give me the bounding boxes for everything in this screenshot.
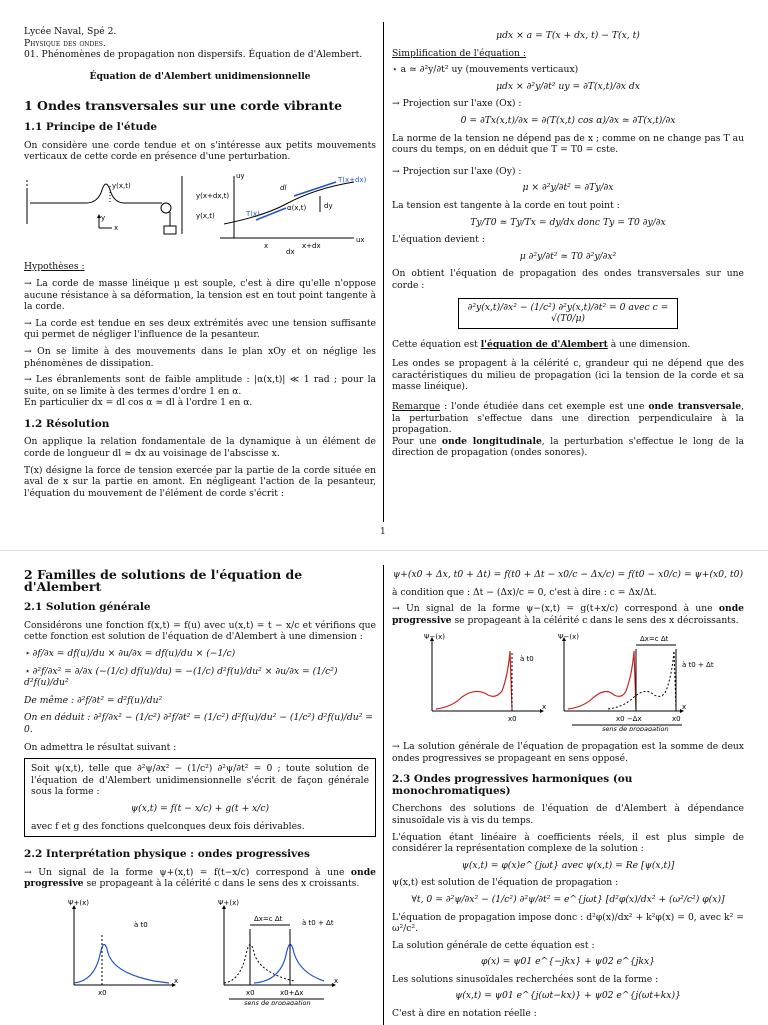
- fig-label-dy: dy: [324, 201, 333, 210]
- remark-2-b: onde longitudinale: [441, 435, 542, 447]
- progressive-wave-text: [24, 867, 376, 890]
- reg-a: → Un signal de la forme ψ−(x,t) = g(t+x/c) correspond à une: [392, 603, 719, 615]
- column-separator: [383, 22, 384, 522]
- fig2-label-psi: Ψ+(x): [68, 898, 89, 907]
- page2-left-column: [24, 565, 376, 1008]
- hypothesis-2: → La corde est tendue en ses deux extrémités avec une tension suffisante qui permet de négliger l'influence de la pesanteur.: [24, 317, 376, 341]
- box-equation: ψ(x,t) = f(t − x/c) + g(t + x/c): [130, 802, 270, 814]
- prog-b: onde progressive: [24, 866, 376, 890]
- tangent-text: La tension est tangente à la corde en tout point :: [392, 199, 620, 211]
- regressive-wave-text: [392, 603, 744, 626]
- fig2-label-dx: Δx=c Δt: [254, 914, 283, 923]
- page1-right-column: [392, 26, 744, 464]
- obtain-text: On obtient l'équation de propagation des ondes transversales sur une corde :: [392, 268, 744, 291]
- alembert-sentence: [392, 339, 744, 351]
- fig3-label-sens: sens de propagation: [602, 725, 669, 732]
- equation-6: μ ∂²y/∂t² ≃ T0 ∂²y/∂x²: [519, 250, 617, 262]
- document-header: [24, 26, 376, 61]
- fig-label-ux: ux: [356, 235, 365, 244]
- page2-right-column: [392, 565, 744, 1025]
- section-2-3-title: 2.3 Ondes progressives harmoniques (ou monochromatiques): [392, 773, 633, 797]
- harmonic-1: Cherchons des solutions de l'équation de d'Alembert à dépendance sinusoïdale vis à vis du temps.: [392, 803, 744, 826]
- sum-text: → La solution générale de l'équation de propagation est la somme de deux ondes progressives se propageant en sens opposé.: [392, 740, 744, 764]
- fig2-label-x0dx: x0+Δx: [280, 988, 304, 997]
- equation-5: Ty/T0 ≃ Ty/Tx = dy/dx donc Ty = T0 ∂y/∂x: [470, 216, 666, 228]
- fig2-label-x0-b: x0: [246, 988, 255, 997]
- page1-left-column: [24, 26, 376, 504]
- page-number: 1: [380, 527, 386, 537]
- reg-b: onde progressive: [392, 603, 744, 626]
- fig2-label-t0: à t0: [134, 920, 148, 929]
- complex-eq-1: ψ(x,t) = φ(x)e^{jωt} avec ψ(x,t) = Re [ψ(x,t)]: [461, 859, 675, 871]
- page-2: [0, 550, 768, 1025]
- projection-y-label: → Projection sur l'axe (Oy) :: [392, 165, 522, 177]
- hypothesis-1: → La corde de masse linéique μ est souple, c'est à dire qu'elle n'oppose aucune résistance à sa déformation, la tension est en tout point tangente à la corde.: [24, 277, 376, 313]
- equation-2: μdx × ∂²y/∂t² uy = ∂T(x,t)/∂x dx: [496, 80, 640, 92]
- admit-text: On admettra le résultat suivant :: [24, 741, 177, 753]
- remark-2-a: Pour une: [392, 435, 442, 447]
- harmonic-6: Les solutions sinusoïdales recherchées sont de la forme :: [392, 973, 659, 985]
- fig3-label-x0dx: x0 −Δx: [616, 715, 642, 724]
- fig-label-Tx: T(x): [246, 209, 260, 218]
- hypothesis-3: → On se limite à des mouvements dans le plan xOy et on néglige les phénomènes de dissipation.: [24, 345, 376, 369]
- harmonic-5: La solution générale de cette équation est :: [392, 939, 595, 951]
- fig2-label-x: x: [174, 976, 179, 985]
- equation-motion: μdx × a = T(x + dx, t) − T(x, t): [496, 30, 640, 41]
- fig3-label-dx: Δx=c Δt: [640, 635, 669, 644]
- equation-becomes-text: L'équation devient :: [392, 234, 485, 246]
- derivative-2: ⋆ ∂²f/∂x² = ∂/∂x (−(1/c) df(u)/du) = −(1/c) d²f(u)/du² × ∂u/∂x = (1/c²) d²f(u)/du²: [24, 665, 338, 689]
- fig-label-yxt: y(x,t): [112, 181, 131, 190]
- equation-3: 0 = ∂Tx(x,t)/∂x = ∂(T(x,t) cos α)/∂x ≃ ∂T(x,t)/∂x: [460, 114, 676, 126]
- hypotheses-label: Hypothèses :: [24, 261, 85, 273]
- general-solution-box: [24, 758, 376, 837]
- fig-label-yxt-2: y(x,t): [196, 211, 215, 220]
- reg-c: se propageant à la célérité c dans le sens des x décroissants.: [451, 614, 739, 626]
- progressive-wave-figure: [24, 895, 376, 1005]
- remark-1-b: onde transversale: [648, 401, 742, 413]
- projection-x-label: → Projection sur l'axe (Ox) :: [392, 98, 522, 110]
- alembert-post: à une dimension.: [607, 338, 691, 350]
- derivative-1: ⋆ ∂f/∂x = df(u)/du × ∂u/∂x = df(u)/du × (−1/c): [24, 647, 236, 659]
- derivative-3: De même : ∂²f/∂t² = d²f(u)/du²: [24, 694, 163, 706]
- fig-label-y: y: [101, 213, 106, 222]
- tension-norm-text: La norme de la tension ne dépend pas de x ; comme on ne change pas T au cours du temps, on en déduit que T = T0 = cste.: [392, 132, 744, 156]
- box-text-1: Soit ψ(x,t), telle que ∂²ψ/∂x² − (1/c²) ∂²ψ/∂t² = 0 ; toute solution de l'équation de d'Alembert unidimensionnelle s'écrit de façon générale sous la forme :: [31, 763, 369, 798]
- fig2-label-sens: sens de propagation: [244, 998, 311, 1005]
- fig3-label-x0: x0: [508, 715, 517, 724]
- celerity-text: Les ondes se propagent à la célérité c, grandeur qui ne dépend que des caractéristiques du milieu de propagation (ici la tension de la corde et sa masse linéique).: [392, 358, 744, 393]
- harmonic-4: L'équation de propagation impose donc : d²φ(x)/dx² + k²φ(x) = 0, avec k² = ω²/c².: [392, 911, 744, 935]
- fig3-label-t0dt: à t0 + Δt: [682, 661, 714, 670]
- fig2-label-t0dt: à t0 + Δt: [302, 918, 334, 927]
- deduction: On en déduit : ∂²f/∂x² − (1/c²) ∂²f/∂t² = (1/c²) d²f(u)/du² − (1/c²) d²f(u)/du² = 0.: [24, 712, 373, 735]
- remark-1-a: : l'onde étudiée dans cet exemple est une: [440, 401, 649, 413]
- fig-label-dl: dl: [280, 183, 287, 192]
- fig3-label-psi: Ψ−(x): [424, 633, 445, 642]
- simplification-label: Simplification de l'équation :: [392, 47, 526, 59]
- section-1-1-title: 1.1 Principe de l'étude: [24, 120, 158, 133]
- simplification-1: ⋆ a ≃ ∂²y/∂t² uy (mouvements verticaux): [392, 64, 579, 76]
- alembert-term: l'équation de d'Alembert: [480, 338, 608, 350]
- harmonic-2: L'équation étant linéaire à coefficients réels, il est plus simple de considérer la représentation complexe de la solution :: [392, 831, 744, 855]
- condition-text: à condition que : Δt − (Δx)/c = 0, c'est à dire : c = Δx/Δt.: [392, 586, 657, 598]
- alembert-pre: Cette équation est: [392, 338, 481, 350]
- equation-4: μ × ∂²y/∂t² = ∂Ty/∂x: [522, 182, 614, 194]
- resolution-2: T(x) désigne la force de tension exercée par la partie de la corde située en aval de x sur la partie en amont. En négligeant l'action de la pesanteur, l'équation du mouvement de l'élément de corde s'écrit :: [24, 464, 376, 499]
- fig-label-dx: dx: [286, 247, 295, 254]
- column-separator-2: [383, 565, 384, 1025]
- fig2-label-x0: x0: [98, 988, 107, 997]
- fig-label-x: x: [114, 223, 119, 232]
- resolution-1: On applique la relation fondamentale de la dynamique à un élément de corde de longueur dl ≃ dx au voisinage de l'abscisse x.: [24, 436, 376, 460]
- complex-eq-3: φ(x) = ψ01 e^{−jkx} + ψ02 e^{jkx}: [480, 956, 656, 968]
- harmonic-3: ψ(x,t) est solution de l'équation de propagation :: [392, 877, 619, 889]
- fig-label-Txdx: T(x+dx): [338, 175, 367, 184]
- chapter-name: 01. Phénomènes de propagation non dispersifs. Équation de d'Alembert.: [24, 49, 363, 61]
- remark-1: [392, 401, 744, 436]
- fig-label-yxdxt: y(x+dx,t): [196, 191, 230, 200]
- complex-eq-2: ∀t, 0 = ∂²ψ/∂x² − (1/c²) ∂²ψ/∂t² = e^{jωt} [d²φ(x)/dx² + (ω²/c²) φ(x)]: [411, 893, 725, 905]
- subject-name: Physique des ondes.: [24, 37, 106, 49]
- fig2-label-psi-b: Ψ+(x): [218, 898, 239, 907]
- prog-c: se propageant à la célérité c dans le sens des x croissants.: [83, 878, 360, 890]
- fig3-label-t0: à t0: [520, 655, 534, 664]
- fig3-label-x0-b: x0: [672, 715, 681, 724]
- fig-label-xdx: x+dx: [302, 241, 321, 250]
- hypothesis-5: En particulier dx = dl cos α ≃ dl à l'ordre 1 en α.: [24, 397, 253, 409]
- prog-a: → Un signal de la forme ψ+(x,t) = f(t−x/c) correspond à une: [24, 866, 351, 878]
- remark-1-c: , la perturbation s'effectue dans une direction perpendiculaire à la propagation.: [392, 401, 744, 436]
- remark-2: [392, 436, 744, 459]
- shift-equation: ψ+(x0 + Δx, t0 + Δt) = f(t0 + Δt − x0/c − Δx/c) = f(t0 − x0/c) = ψ+(x0, t0): [392, 569, 744, 580]
- remark-label: Remarque: [392, 401, 441, 413]
- fig3-label-x: x: [542, 703, 547, 712]
- school-name: Lycée Naval, Spé 2.: [24, 26, 117, 37]
- fig3-label-x-b: x: [682, 703, 687, 712]
- complex-eq-4: ψ(x,t) = ψ01 e^{j(ωt−kx)} + ψ02 e^{j(ωt+kx)}: [455, 990, 681, 1002]
- document-title: Équation de d'Alembert unidimensionnelle: [89, 70, 311, 82]
- intro-paragraph: On considère une corde tendue et on s'intéresse aux petits mouvements verticaux de cette corde en présence d'une perturbation.: [24, 139, 376, 163]
- section-2-1-title: 2.1 Solution générale: [24, 601, 151, 614]
- remark-2-c: , la perturbation s'effectue le long de la direction de propagation (ondes sonores).: [392, 435, 744, 459]
- section-2-title: 2 Familles de solutions de l'équation de d'Alembert: [24, 567, 303, 594]
- fig2-label-x-b: x: [334, 976, 339, 985]
- regressive-wave-figure: [392, 631, 744, 731]
- box-text-2: avec f et g des fonctions quelconques deux fois dérivables.: [31, 820, 305, 832]
- dalembert-boxed-equation: ∂²y(x,t)/∂x² − (1/c²) ∂²y(x,t)/∂t² = 0 avec c = √(T0/μ): [458, 298, 678, 329]
- section-1-title: 1 Ondes transversales sur une corde vibrante: [24, 98, 343, 114]
- harmonic-7: C'est à dire en notation réelle :: [392, 1008, 537, 1020]
- fig3-label-psi-b: Ψ−(x): [558, 633, 579, 642]
- fig-label-uy: uy: [236, 171, 245, 180]
- general-solution-intro: Considérons une fonction f(x,t) = f(u) avec u(x,t) = t − x/c et vérifions que cette fonction est solution de l'équation de d'Alembert à une dimension :: [24, 619, 376, 643]
- section-2-2-title: 2.2 Interprétation physique : ondes progressives: [24, 848, 310, 861]
- hypothesis-4: → Les ébranlements sont de faible amplitude : |α(x,t)| ≪ 1 rad ; pour la suite, on se limite à des termes d'ordre 1 en α.: [24, 374, 376, 397]
- string-figure: [24, 168, 376, 254]
- fig-label-alpha: α(x,t): [287, 203, 307, 212]
- fig-label-x-axis: x: [264, 241, 269, 250]
- section-1-2-title: 1.2 Résolution: [24, 417, 110, 430]
